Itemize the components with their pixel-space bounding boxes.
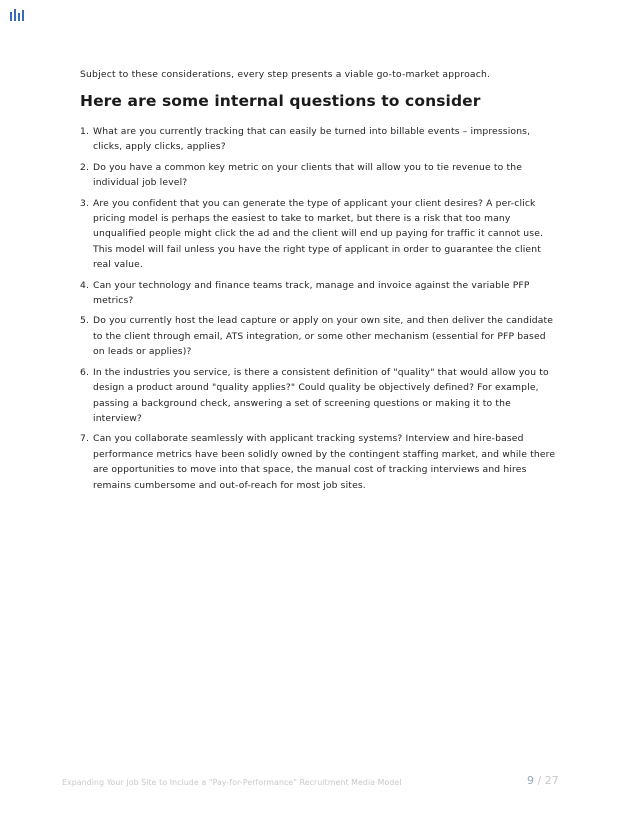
- question-item: [80, 160, 560, 191]
- question-item: [80, 124, 560, 155]
- page-total: 27: [544, 774, 559, 787]
- question-item: [80, 278, 560, 309]
- question-number: 7.: [80, 433, 90, 445]
- question-number: 4.: [80, 279, 90, 291]
- question-number: 6.: [80, 366, 90, 378]
- question-number: 5.: [80, 315, 90, 327]
- question-item: [80, 313, 560, 359]
- page-separator: /: [534, 774, 545, 787]
- questions-list: [80, 124, 560, 493]
- question-number: 1.: [80, 126, 90, 137]
- page-current: 9: [527, 774, 534, 787]
- section-heading: Here are some internal questions to consider: [80, 92, 481, 110]
- question-number: 2.: [80, 161, 90, 173]
- question-text: Are you confident that you can generate the type of applicant your client desires? A per-click pricing model is perhaps the easiest to take to market, but there is a risk that too many unqualified people might click the ad and the client will end up paying for traffic it cannot use. This model will fail unless you have the right type of applicant in order to guarantee the client real value.: [93, 197, 544, 271]
- question-number: 3.: [80, 197, 90, 209]
- bar-chart-logo-icon: [10, 8, 24, 22]
- question-text: What are you currently tracking that can easily be turned into billable events – impressions, clicks, apply clicks, applies?: [93, 126, 531, 153]
- page-number: [527, 774, 559, 787]
- question-text: Do you have a common key metric on your clients that will allow you to tie revenue to the individual job level?: [93, 161, 523, 189]
- question-text: Can you collaborate seamlessly with applicant tracking systems? Interview and hire-based performance metrics have been solidly owned by the contingent staffing market, and while there are opportunities to move into that space, the manual cost of tracking interviews and hires remains cumbersome and out-of-reach for most job sites.: [93, 433, 556, 491]
- question-text: Can your technology and finance teams track, manage and invoice against the variable PFP metrics?: [93, 279, 530, 307]
- question-item: [80, 431, 560, 493]
- question-text: In the industries you service, is there a consistent definition of "quality" that would allow you to design a product around "quality applies?" Could quality be objectively defined? For example, passing a background check, answering a set of screening questions or making it to the interview?: [93, 366, 549, 424]
- intro-paragraph: Subject to these considerations, every step presents a viable go-to-market approach.: [80, 69, 491, 80]
- footer-document-title: Expanding Your Job Site to Include a "Pay-for-Performance" Recruitment Media Model: [62, 778, 402, 787]
- question-item: [80, 365, 560, 427]
- question-text: Do you currently host the lead capture or apply on your own site, and then deliver the candidate to the client through email, ATS integration, or some other mechanism (essential for PFP based on leads or applies)?: [93, 315, 554, 358]
- question-item: [80, 196, 560, 273]
